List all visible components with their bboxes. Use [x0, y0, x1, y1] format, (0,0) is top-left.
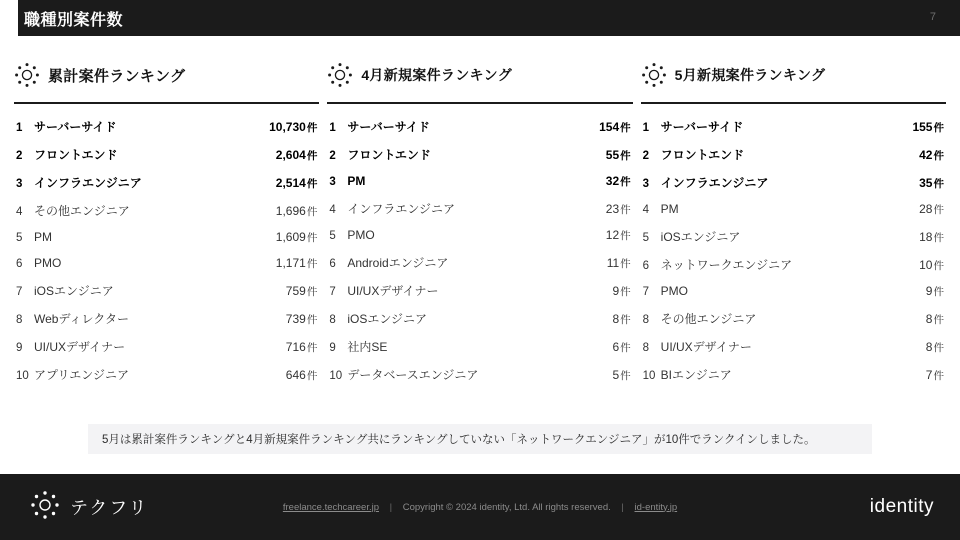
rank-value: 32: [605, 173, 620, 188]
footer-link-right[interactable]: id-entity.jp: [634, 501, 678, 513]
rank-label: その他エンジニア: [34, 203, 130, 218]
sun-burst-icon: [327, 62, 353, 88]
rank-number: 6: [642, 259, 650, 272]
rank-number: 1: [329, 121, 336, 134]
list-item: [327, 360, 632, 388]
page-title: 職種別案件数: [24, 11, 124, 29]
rank-label: サーバーサイド: [660, 119, 744, 134]
rank-unit: 件: [933, 203, 944, 216]
rank-unit: 件: [620, 203, 631, 216]
rank-label: アプリエンジニア: [34, 367, 129, 382]
list-item: [14, 196, 319, 224]
rank-value: 10: [919, 257, 933, 272]
column-header: [641, 58, 946, 104]
rank-value: 10,730: [269, 119, 306, 134]
list-item: [327, 332, 632, 360]
rank-unit: 件: [620, 149, 631, 162]
rank-label: インフラエンジニア: [34, 175, 142, 190]
rank-label: インフラエンジニア: [660, 175, 769, 190]
rank-number: 8: [642, 313, 650, 326]
rank-label: データベースエンジニア: [347, 367, 479, 382]
rank-label: iOSエンジニア: [34, 283, 114, 298]
rank-value: 42: [919, 147, 933, 162]
rank-label: サーバーサイド: [347, 119, 430, 134]
rank-label: PMO: [660, 283, 688, 298]
ranking-column-april: [327, 58, 632, 388]
rank-unit: 件: [933, 231, 944, 244]
rank-number: 9: [16, 341, 23, 354]
rank-unit: 件: [306, 205, 318, 218]
list-item: [14, 224, 319, 250]
rank-number: 7: [329, 285, 336, 298]
rank-unit: 件: [306, 285, 318, 298]
sun-burst-icon: [641, 62, 667, 88]
ranking-list: [14, 112, 319, 388]
rank-value: 1,696: [275, 203, 306, 218]
rank-number: 3: [329, 175, 336, 188]
rank-number: 8: [16, 313, 23, 326]
rank-value: 7: [925, 367, 933, 382]
rank-number: 8: [642, 341, 650, 354]
list-item: [641, 278, 946, 304]
rank-unit: 件: [306, 341, 318, 354]
ranking-columns: [0, 58, 960, 388]
rank-value: 55: [605, 147, 620, 162]
summary-note-text: 5月は累計案件ランキングと4月新規案件ランキング共にランキングしていない「ネットワークエンジニア」が10件でランクインしました。: [102, 434, 816, 446]
rank-value: 23: [605, 201, 620, 216]
rank-label: サーバーサイド: [34, 119, 117, 134]
rank-value: 28: [919, 201, 933, 216]
list-item: [14, 112, 319, 140]
rank-unit: 件: [620, 175, 631, 188]
rank-label: PMO: [34, 255, 62, 270]
rank-value: 8: [925, 311, 933, 326]
slide-footer: [0, 474, 960, 540]
rank-unit: 件: [933, 341, 944, 354]
rank-value: 1,609: [275, 229, 306, 244]
footer-logo-text: テクフリ: [70, 498, 149, 518]
footer-separator-1: |: [389, 501, 393, 513]
list-item: [641, 222, 946, 250]
list-item: [327, 112, 632, 140]
rank-unit: 件: [933, 369, 944, 382]
rank-number: 1: [642, 121, 650, 134]
rank-label: UI/UXデザイナー: [34, 339, 126, 354]
page-number: 7: [929, 11, 936, 23]
rank-label: 社内SE: [347, 339, 388, 354]
rank-number: 5: [16, 231, 23, 244]
rank-unit: 件: [620, 313, 631, 326]
rank-label: PM: [34, 229, 52, 244]
rank-value: 739: [285, 311, 306, 326]
rank-unit: 件: [620, 121, 631, 134]
rank-label: PM: [660, 201, 679, 216]
rank-label: Webディレクター: [34, 311, 130, 326]
rank-number: 10: [642, 369, 656, 382]
rank-number: 8: [329, 313, 336, 326]
footer-credits: [0, 502, 960, 513]
rank-number: 10: [16, 369, 29, 382]
list-item: [641, 140, 946, 168]
list-item: [327, 248, 632, 276]
rank-number: 3: [642, 177, 650, 190]
list-item: [641, 360, 946, 388]
list-item: [14, 250, 319, 276]
rank-value: 18: [919, 229, 933, 244]
rank-number: 2: [329, 149, 336, 162]
rank-label: UI/UXデザイナー: [660, 339, 752, 354]
rank-number: 4: [16, 205, 23, 218]
rank-number: 2: [642, 149, 650, 162]
header-accent-bar: [0, 0, 18, 36]
list-item: [14, 168, 319, 196]
rank-value: 716: [285, 339, 306, 354]
rank-unit: 件: [306, 177, 318, 190]
list-item: [641, 112, 946, 140]
rank-label: iOSエンジニア: [347, 311, 428, 326]
rank-number: 10: [329, 369, 343, 382]
list-item: [641, 196, 946, 222]
rank-label: PM: [347, 173, 366, 188]
rank-unit: 件: [933, 259, 944, 272]
list-item: [327, 304, 632, 332]
rank-label: BIエンジニア: [660, 367, 732, 382]
ranking-column-may: [641, 58, 946, 388]
rank-label: フロントエンド: [347, 147, 431, 162]
ranking-column-cumulative: [14, 58, 319, 388]
rank-label: Androidエンジニア: [347, 255, 449, 270]
rank-number: 6: [329, 257, 336, 270]
rank-label: フロントエンド: [660, 147, 745, 162]
list-item: [327, 140, 632, 168]
brand-name: identity: [869, 496, 934, 517]
summary-note: [88, 424, 872, 454]
list-item: [14, 276, 319, 304]
rank-value: 759: [285, 283, 306, 298]
column-header: [327, 58, 632, 104]
rank-number: 5: [329, 229, 336, 242]
rank-value: 11: [606, 255, 620, 270]
sun-burst-icon: [14, 62, 40, 88]
rank-number: 1: [16, 121, 23, 134]
column-header: [14, 58, 319, 104]
rank-unit: 件: [933, 285, 944, 298]
rank-unit: 件: [620, 229, 631, 242]
rank-unit: 件: [306, 231, 318, 244]
footer-separator-2: |: [621, 501, 624, 513]
rank-value: 8: [925, 339, 933, 354]
rank-unit: 件: [306, 257, 318, 270]
column-title: 累計案件ランキング: [48, 67, 186, 85]
rank-unit: 件: [306, 149, 318, 162]
list-item: [641, 332, 946, 360]
rank-unit: 件: [620, 341, 631, 354]
list-item: [327, 194, 632, 222]
list-item: [327, 222, 632, 248]
column-title: 4月新規案件ランキング: [361, 67, 512, 83]
rank-unit: 件: [933, 177, 944, 190]
rank-value: 646: [285, 367, 306, 382]
rank-value: 2,514: [275, 175, 306, 190]
ranking-list: [641, 112, 946, 388]
rank-label: UI/UXデザイナー: [347, 283, 439, 298]
rank-number: 7: [16, 285, 23, 298]
rank-label: ネットワークエンジニア: [660, 257, 793, 272]
rank-unit: 件: [933, 149, 944, 162]
rank-number: 4: [329, 203, 336, 216]
rank-value: 155: [912, 119, 933, 134]
rank-value: 8: [612, 311, 620, 326]
rank-value: 2,604: [275, 147, 306, 162]
rank-value: 9: [925, 283, 933, 298]
column-title: 5月新規案件ランキング: [674, 67, 826, 83]
slide-header: [0, 0, 960, 36]
rank-value: 1,171: [275, 255, 306, 270]
list-item: [641, 250, 946, 278]
rank-value: 35: [919, 175, 933, 190]
rank-number: 4: [642, 203, 650, 216]
footer-link-left[interactable]: freelance.techcareer.jp: [282, 501, 379, 513]
rank-label: フロントエンド: [34, 147, 118, 162]
list-item: [327, 276, 632, 304]
rank-number: 7: [642, 285, 650, 298]
rank-value: 9: [612, 283, 620, 298]
footer-copyright: Copyright © 2024 identity, Ltd. All rights reserved.: [402, 501, 611, 513]
rank-label: iOSエンジニア: [660, 229, 741, 244]
rank-value: 6: [612, 339, 620, 354]
rank-unit: 件: [620, 257, 631, 270]
list-item: [14, 140, 319, 168]
list-item: [641, 304, 946, 332]
list-item: [14, 360, 319, 388]
list-item: [14, 332, 319, 360]
rank-label: インフラエンジニア: [347, 201, 456, 216]
rank-unit: 件: [620, 285, 631, 298]
rank-label: その他エンジニア: [660, 311, 757, 326]
rank-unit: 件: [306, 369, 318, 382]
ranking-list: [327, 112, 632, 388]
list-item: [14, 304, 319, 332]
rank-unit: 件: [306, 121, 318, 134]
rank-value: 12: [605, 227, 620, 242]
rank-value: 5: [612, 367, 620, 382]
list-item: [641, 168, 946, 196]
rank-number: 9: [329, 341, 336, 354]
rank-number: 3: [16, 177, 23, 190]
rank-unit: 件: [620, 369, 631, 382]
rank-unit: 件: [306, 313, 318, 326]
rank-number: 5: [642, 231, 650, 244]
rank-number: 2: [16, 149, 23, 162]
rank-label: PMO: [347, 227, 375, 242]
rank-unit: 件: [933, 121, 944, 134]
list-item: [327, 168, 632, 194]
rank-number: 6: [16, 257, 23, 270]
rank-value: 154: [599, 119, 620, 134]
rank-unit: 件: [933, 313, 944, 326]
